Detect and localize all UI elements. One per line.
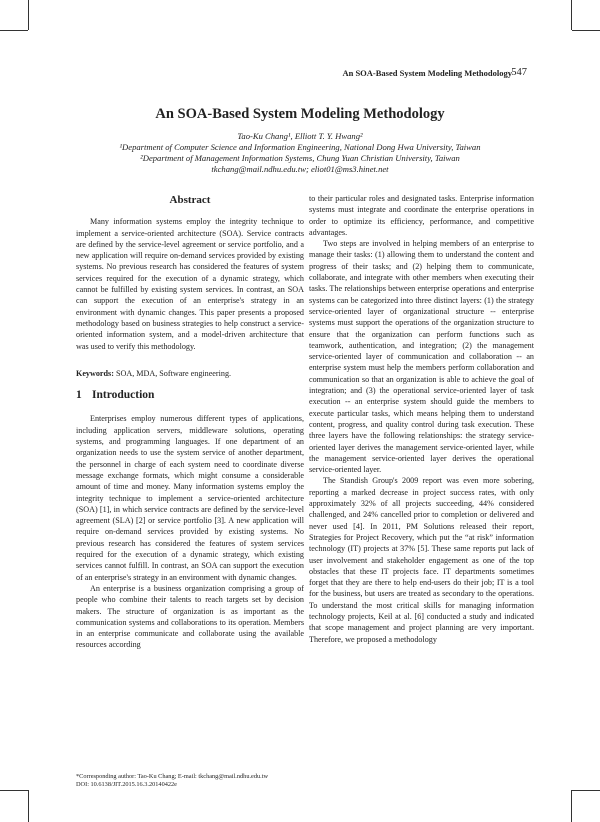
intro-paragraph-4: Two steps are involved in helping members of an enterprise to manage their tasks: (1) allowing them to understand the content and progress of their tasks; and (2) helping them to communicate, collaborate, and integrate with other members when executing their tasks. The relationships between enterprise operations and enterprise systems can be categorized into three distinct layers: (1) the strategy service-oriented layer of organizational structure -- enterprise systems must support the operations of the organization structure to ensure that the organization can perform functions such as teamwork, authentication, and integration; (2) the management service-oriented layer of communication and collaboration -- an enterprise system must help the members perform collaboration and communication so that an organization is able to achieve the goal of integration; and (3) the operational service-oriented layer of task execution -- an enterprise system should guide the members to execute particular tasks, which means helping them to understand content, progress, and quality control during task execution. These three layers have the following relationships: the strategy service-oriented layer derives the management service-oriented layer, while the management service-oriented layer derives the operational service-oriented layer. xyxy=(309,239,534,475)
abstract-heading: Abstract xyxy=(169,194,211,206)
crop-mark-bottom-left-h xyxy=(0,790,28,791)
page-number: 547 xyxy=(511,67,527,78)
intro-paragraph-5: The Standish Group's 2009 report was even more sobering, reporting a marked decrease in project success rates, with only approximately 32% of all projects succeeding, 44% considered challenged, and 24% cancelled prior to completion or delivered and never used [4]. In 2011, PM Solutions released their report, Strategies for Project Recovery, which put the “at risk” information technology (IT) projects at 37% [5]. These same reports put lack of user involvement and stakeholder engagement as one of the top obstacles that these IT projects face. IT departments sometimes forget that they are there to help end-users do their job; IT is a tool for the business, but users are treated as secondary to the operations. To understand the most critical skills for managing information technology projects, Keil at al. [6] conducted a study and indicated that scope management and project planning are very important. Therefore, we proposed a methodology xyxy=(309,476,534,644)
affiliation-1: ¹Department of Computer Science and Information Engineering, National Dong Hwa University, Taiwan xyxy=(119,142,481,152)
crop-mark-top-right-h xyxy=(572,30,600,31)
crop-mark-top-left-h xyxy=(0,30,28,31)
crop-mark-bottom-right-h xyxy=(572,790,600,791)
section-number: 1 xyxy=(76,389,82,402)
keywords xyxy=(76,368,304,379)
crop-mark-bottom-left-v xyxy=(28,790,29,822)
author-emails: tkchang@mail.ndhu.edu.tw; eliot01@ms3.hinet.net xyxy=(211,164,389,174)
crop-mark-top-left-v xyxy=(28,0,29,30)
author-names: Tao-Ku Chang¹, Elliott T. Y. Hwang² xyxy=(237,131,363,141)
doi: DOI: 10.6138/JIT.2015.16.3.20140422e xyxy=(76,781,177,788)
footnote xyxy=(76,773,376,789)
right-column xyxy=(309,193,534,645)
keywords-text: SOA, MDA, Software engineering. xyxy=(115,368,232,378)
section-title: Introduction xyxy=(92,389,155,402)
crop-mark-top-right-v xyxy=(571,0,572,30)
author-block xyxy=(0,131,600,175)
crop-mark-bottom-right-v xyxy=(571,790,572,822)
running-header: An SOA-Based System Modeling Methodology xyxy=(342,68,512,78)
intro-paragraph-1: Enterprises employ numerous different types of applications, including application servers, middleware solutions, operating systems, and programming languages. If one department of an organization needs to use the system service of another department, the personnel in charge of each system need to coordinate diverse message exchange formats, which might consume a considerable amount of time and money. Many information systems employ the integrity technique to implement a service-oriented architecture (SOA) [1], in which service contracts are defined by the service-level agreement (SLA) [2] or service portfolio [3]. A new application will require on-demand services provided by existing systems. No previous research has considered the features of system services required for the execution of a dynamic strategy, which existing services cannot fulfill. In contrast, an SOA can support the execution of an enterprise's strategy in an environment with dynamic changes. xyxy=(76,414,304,582)
corresponding-author: *Corresponding author: Tao-Ku Chang; E-mail: tkchang@mail.ndhu.edu.tw xyxy=(76,773,269,780)
intro-paragraph-3: to their particular roles and designated tasks. Enterprise information systems must integrate and coordinate the enterprise operations in order to optimize its efficiency, performance, and competitive advantages. xyxy=(309,194,534,237)
abstract-text: Many information systems employ the integrity technique to implement a service-oriented architecture (SOA). Service contracts are defined by the service-level agreement or service portfolio, and a new application will require on-demand services provided by existing systems. No previous research has considered the features of system services required for the execution of a dynamic strategy, which cannot be fulfilled by existing system services. In contrast, an SOA can support the execution of an enterprise's strategy in an environment with dynamic changes. This paper presents a proposed methodology based on business strategies to help construct a service-oriented information system, and a model-driven architecture that was used to verify this methodology. xyxy=(76,217,304,351)
affiliation-2: ²Department of Management Information Systems, Chung Yuan Christian University, Taiwan xyxy=(140,153,460,163)
intro-paragraph-2: An enterprise is a business organization comprising a group of people who combine their talents to reach targets set by decision makers. The structure of organization is as important as the communication systems and collaborations to its operation. Members in an enterprise communicate and collaborate using the available resources according xyxy=(76,583,304,650)
keywords-label: Keywords: xyxy=(76,368,114,378)
paper-title: An SOA-Based System Modeling Methodology xyxy=(155,106,445,122)
section-heading-introduction xyxy=(76,390,304,401)
left-column xyxy=(76,195,304,651)
